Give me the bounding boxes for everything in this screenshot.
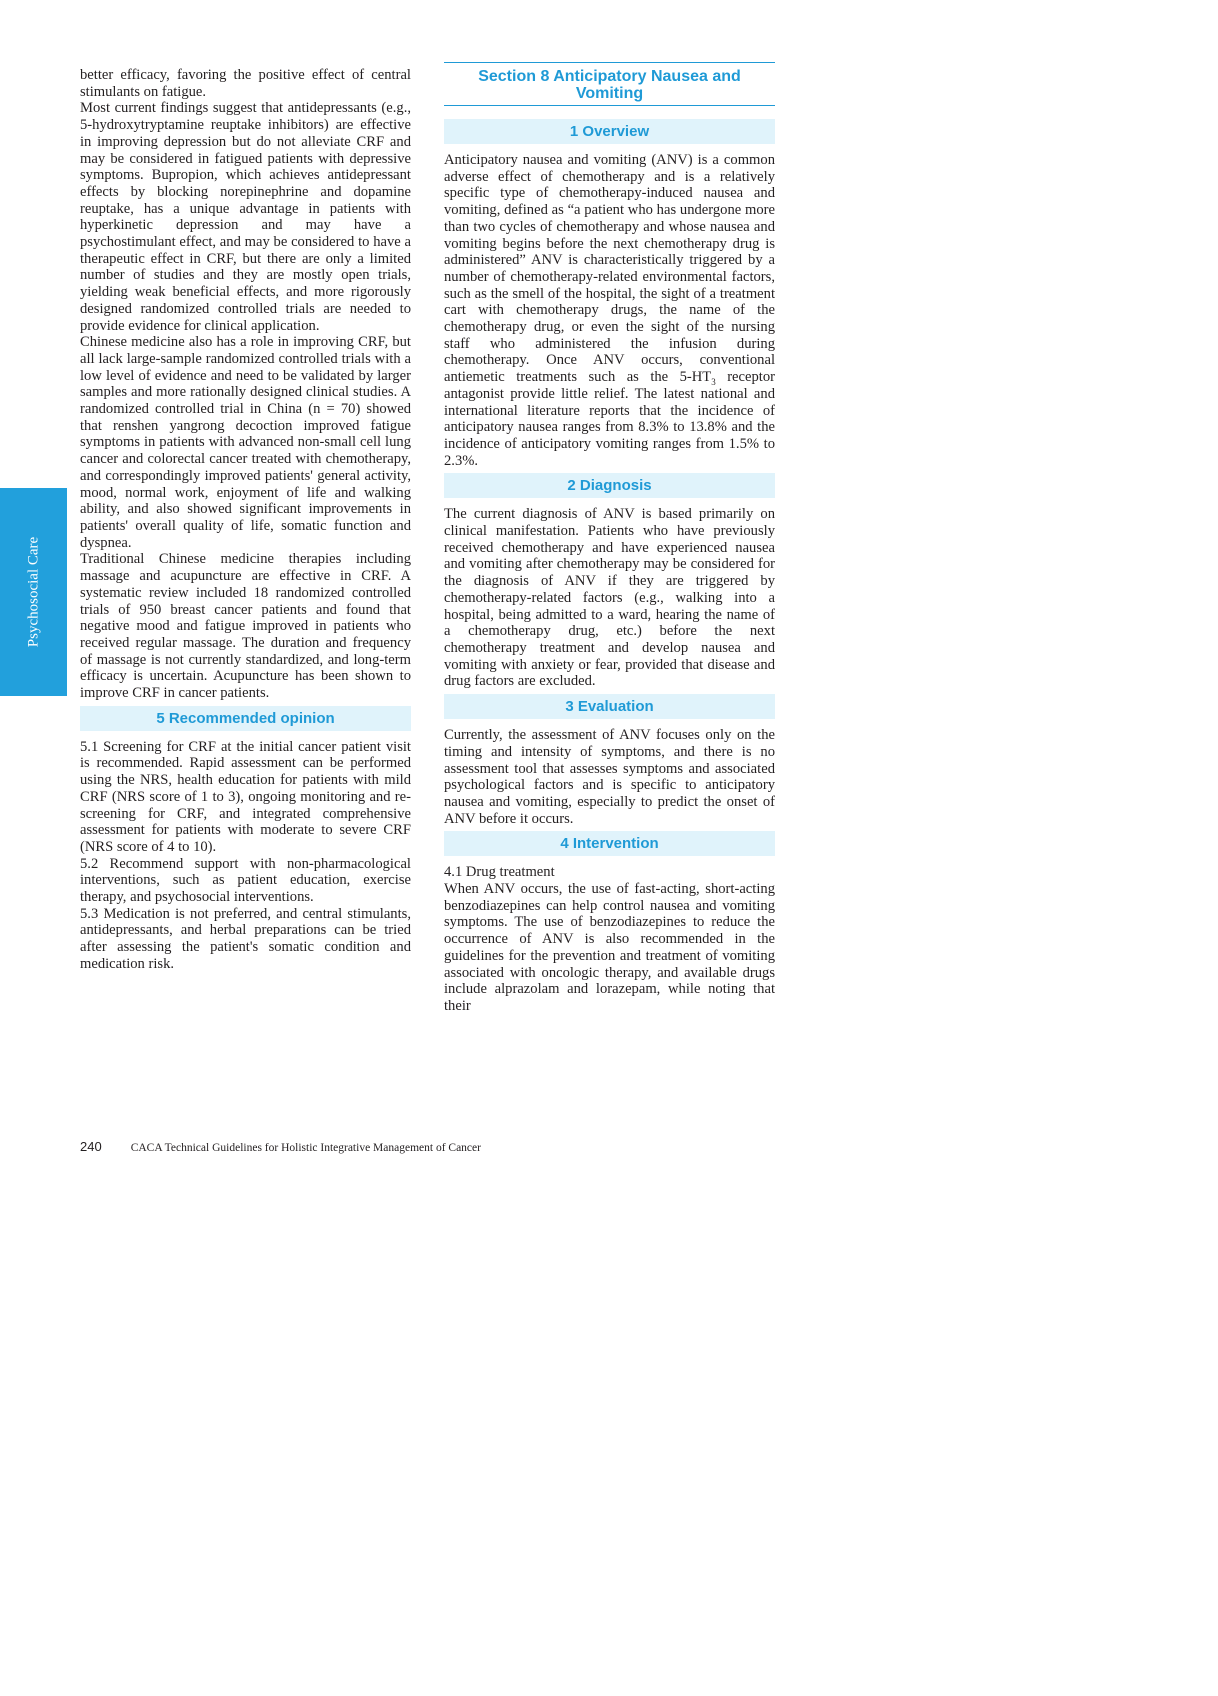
paragraph: Traditional Chinese medicine therapies including massage and acupuncture are effective in CRF. A systematic review included 18 randomized controlled trials of 950 breast cancer patients and found that negative mood and fatigue improved in patients who received regular massage. The duration and frequency of massage is not currently standardized, and long-term efficacy is uncertain. Acupuncture has been shown to improve CRF in cancer patients. (80, 551, 411, 702)
overview-paragraph (444, 152, 775, 469)
drug-treatment-paragraph: When ANV occurs, the use of fast-acting, short-acting benzodiazepines can help control nausea and vomiting symptoms. The use of benzodiazepines to reduce the occurrence of ANV is also recommended in the guidelines for the prevention and treatment of vomiting associated with oncologic therapy, and available drugs include alprazolam and lorazepam, while noting that their (444, 881, 775, 1014)
heading-evaluation: 3 Evaluation (444, 694, 775, 719)
heading-overview: 1 Overview (444, 119, 775, 144)
paragraph: Most current findings suggest that antidepressants (e.g., 5-hydroxytryptamine reuptake inhibitors) are effective in improving depression but do not alleviate CRF and may be considered in fatigued patients with depressive symptoms. Bupropion, which achieves antidepressant effects by blocking norepinephrine and dopamine reuptake, has a unique advantage in patients with hyperkinetic depression and may have a psychostimulant effect, and may be considered to have a therapeutic effect in CRF, but there are only a limited number of studies and they are mostly open trials, yielding weak beneficial effects, and more rigorously designed randomized controlled trials are needed to provide evidence for clinical application. (80, 100, 411, 334)
right-column (444, 67, 775, 1015)
paragraph: better efficacy, favoring the positive effect of central stimulants on fatigue. (80, 67, 411, 100)
side-tab-label: Psychosocial Care (25, 536, 41, 648)
recommendation-5-1: 5.1 Screening for CRF at the initial cancer patient visit is recommended. Rapid assessment can be performed using the NRS, health education for patients with mild CRF (NRS score of 1 to 3), ongoing monitoring and re-screening for CRF, and integrated comprehensive assessment for patients with moderate to severe CRF (NRS score of 4 to 10). (80, 738, 411, 855)
page-number: 240 (80, 1139, 102, 1154)
recommendation-5-2: 5.2 Recommend support with non-pharmacological interventions, such as patient education, exercise therapy, and psychosocial interventions. (80, 855, 411, 906)
subscript: 3 (711, 377, 716, 388)
section-title: Section 8 Anticipatory Nausea and Vomiting (444, 62, 775, 106)
book-title: CACA Technical Guidelines for Holistic Integrative Management of Cancer (130, 1142, 481, 1154)
page-footer (80, 1139, 481, 1155)
heading-intervention: 4 Intervention (444, 831, 775, 856)
subheading-drug-treatment: 4.1 Drug treatment (444, 864, 555, 881)
left-column (80, 67, 411, 973)
paragraph: Chinese medicine also has a role in improving CRF, but all lack large-sample randomized controlled trials with a low level of evidence and need to be validated by larger samples and more rationally designed clinical studies. A randomized controlled trial in China (n = 70) showed that renshen yangrong decoction improved fatigue symptoms in patients with advanced non-small cell lung cancer and colorectal cancer treated with chemotherapy, and correspondingly improved patients' general activity, mood, normal work, enjoyment of life and walking ability, and also showed significant improvements in patients' overall quality of life, somatic function and dyspnea. (80, 334, 411, 551)
heading-recommended-opinion: 5 Recommended opinion (80, 706, 411, 731)
diagnosis-paragraph: The current diagnosis of ANV is based primarily on clinical manifestation. Patients who have previously received chemotherapy and have experienced nausea and vomiting after chemotherapy may be considered for the diagnosis of ANV if they are triggered by chemotherapy-related factors (e.g., walking into a hospital, being admitted to a ward, hearing the name of a chemotherapy drug, etc.) before the next chemotherapy treatment and develop nausea and vomiting with anxiety or fear, provided that disease and drug factors are excluded. (444, 506, 775, 690)
heading-diagnosis: 2 Diagnosis (444, 473, 775, 498)
side-tab (0, 488, 67, 696)
overview-text-a: Anticipatory nausea and vomiting (ANV) is a common adverse effect of chemotherapy and is a relatively specific type of chemotherapy-induced nausea and vomiting, defined as “a patient who has undergone more than two cycles of chemotherapy and whose nausea and vomiting begins before the next chemotherapy drug is administered” ANV is characteristically triggered by a number of chemotherapy-related environmental factors, such as the smell of the hospital, the sight of a treatment cart with chemotherapy drugs, the name of the chemotherapy drug, or even the sight of the nursing staff who administered the infusion during chemotherapy. Once ANV occurs, conventional antiemetic treatments such as the 5-HT (444, 152, 775, 386)
evaluation-paragraph: Currently, the assessment of ANV focuses only on the timing and intensity of symptoms, and there is no assessment tool that assesses symptoms and associated psychological factors and is specific to anticipatory nausea and vomiting, especially to predict the onset of ANV before it occurs. (444, 727, 775, 827)
recommendation-5-3: 5.3 Medication is not preferred, and central stimulants, antidepressants, and herbal preparations can be tried after assessing the patient's somatic condition and medication risk. (80, 905, 411, 972)
overview-text-b: receptor antagonist provide little relief. The latest national and international literature reports that the incidence of anticipatory nausea ranges from 8.3% to 13.8% and the incidence of anticipatory vomiting ranges from 1.5% to 2.3%. (444, 369, 775, 469)
